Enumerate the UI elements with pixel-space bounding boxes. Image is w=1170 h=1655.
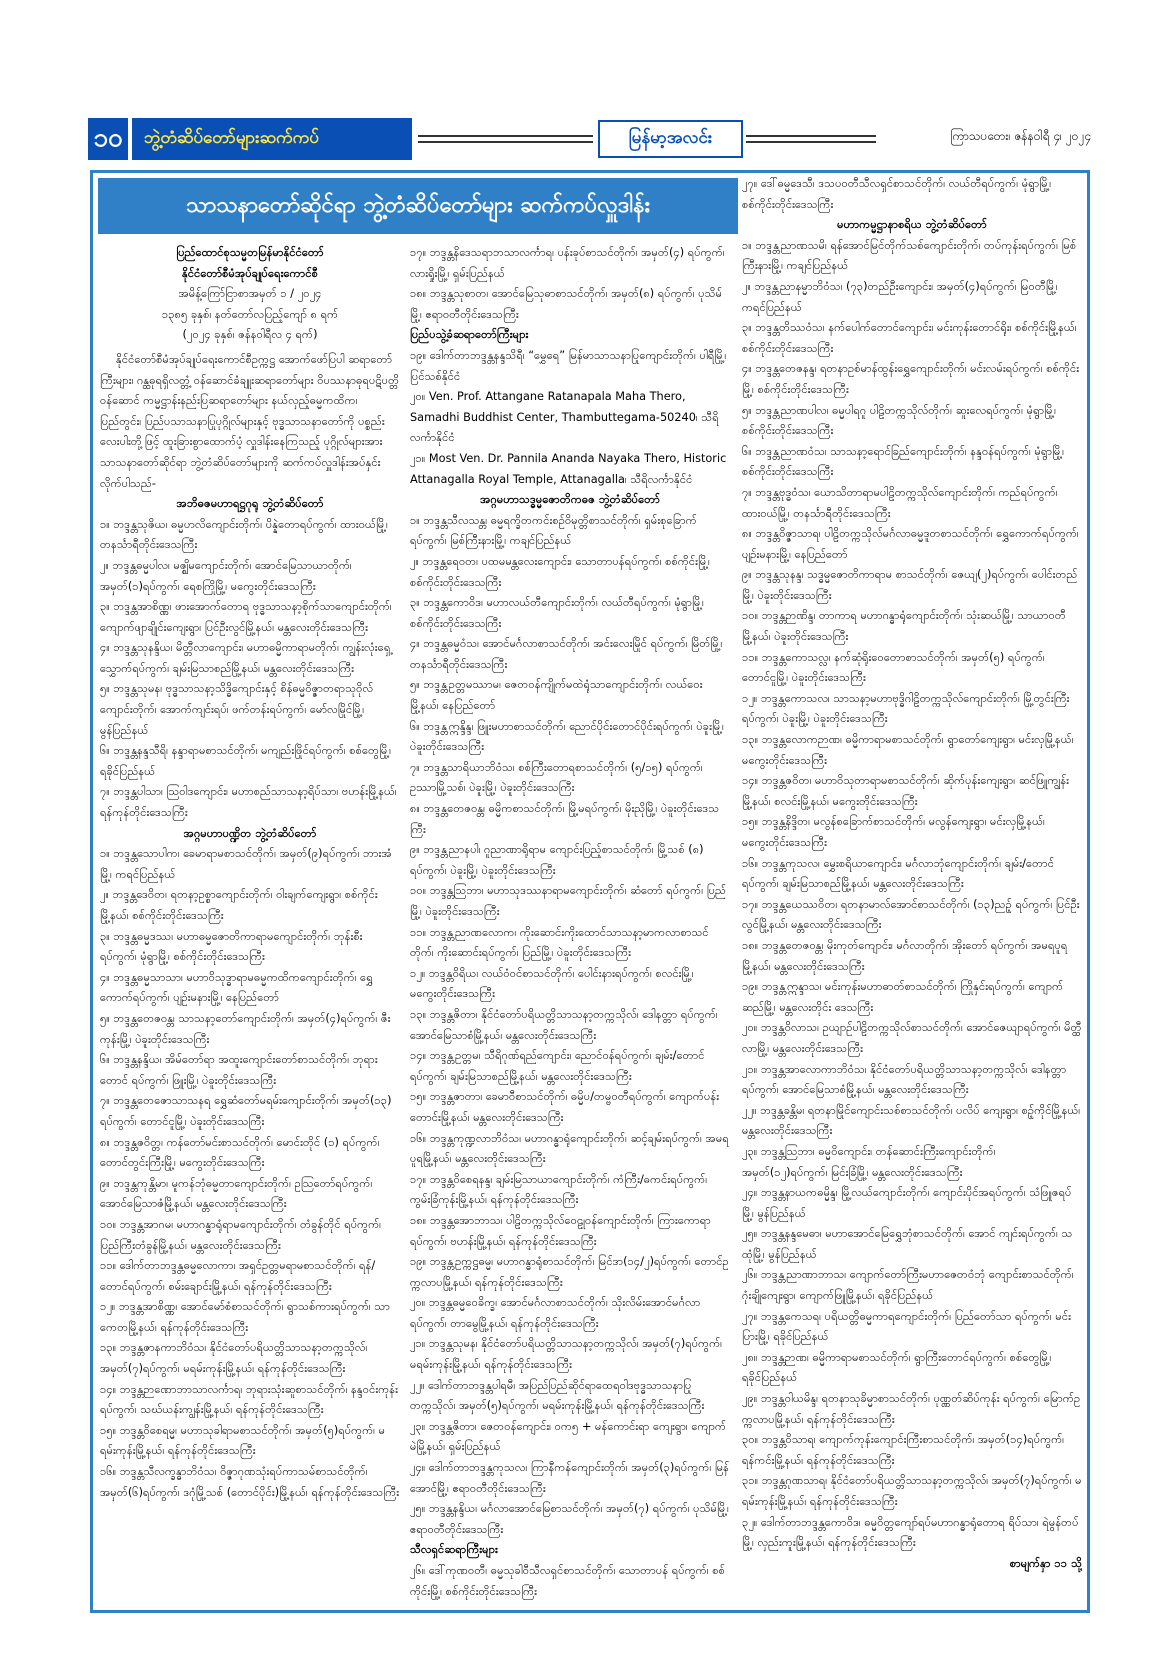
honoree-list (100, 515, 400, 824)
list-item: ၉။ ဘဒ္ဒန္တကုန္တိမာ၊ မူကန်ဘုံဓမ္မတာကျောင်းတိုက်၊ ဥဩတော်ရပ်ကွက်၊ အောင်မြေသာဇံမြို့နယ်၊ မန္တလေးတိုင်းဒေသကြီး (100, 1176, 373, 1211)
list-item: ၆။ ဘဒ္ဒန္တနန္ဒသီရိ၊ နန္ဒာရာမစာသင်တိုက်၊ မကျည်းဖြိုင်ရပ်ကွက်၊ စစ်တွေမြို့၊ ရခိုင်ပြည်နယ် (100, 744, 391, 778)
section-heading: အဂ္ဂမဟာသဒ္ဓမ္မဇောတိကဓဇ ဘွဲ့တံဆိပ်တော် (480, 493, 660, 507)
list-item: ၁၈။ ဘဒ္ဒန္တအောဘာသ၊ ပါဠိတက္ကသိုလ်ဝေဠုဝန်ကျောင်းတိုက်၊ ကြားကောရာရပ်ကွက်၊ ဗဟန်းမြို့နယ်၊ ရန်ကုန်တိုင်းဒေသကြီး (410, 1213, 711, 1248)
list-item: ၂၅။ ဘဒ္ဒန္တနန္ဒိယ၊ မင်္ဂလာအောင်မြေစာသင်တိုက်၊ အမှတ်(၇) ရပ်ကွက်၊ ပုသိမ်မြို့၊ ဧရာဝတီတိုင်းဒေသကြီး (410, 1502, 729, 1536)
list-item: ၂၂။ ဘဒ္ဒန္တခန္တိမ၊ ရတနာမြိုင်ကျောင်းသစ်စာသင်တိုက်၊ ပလိပ် ကျေးရွာ၊ စဉ့်ကိုင်မြို့နယ်၊ မန္တလေးတိုင်းဒေသကြီး (742, 1103, 1081, 1138)
list-item: ၃၁။ ဘဒ္ဒန္တဂုဏသာရ၊ နိုင်ငံတော်ပရိယတ္တိသာသနာ့တက္ကသိုလ်၊ အမှတ်(၇)ရပ်ကွက်၊ မရမ်းကုန်းမြို့နယ်၊ ရန်ကုန်တိုင်းဒေသကြီး (742, 1474, 1082, 1508)
list-item: ၁၆။ ဘဒ္ဒန္တကုသလ၊ မွှေးစရိယာကျောင်း၊ မင်္ဂလာဘုံကျောင်းတိုက်၊ ချမ်း/တောင်ရပ်ကွက်၊ ချမ်းမြသာစည်မြို့နယ်၊ မန္တလေးတိုင်းဒေသကြီး (742, 856, 1055, 891)
list-item: ၁၅။ ဘဒ္ဒန္တဇာတာ၊ ခေမာဝီစာသင်တိုက်၊ ဓမ္မိပ/တမ္ဗဝတီရပ်ကွက်၊ ကျောက်ပန်းတောင်းမြို့နယ်၊ မန္တလေးတိုင်းဒေသကြီး (410, 1090, 720, 1124)
heading-line: ၁၃၈၅ ခုနှစ်၊ နတ်တော်လပြည့်ကျော် ၈ ရက် (161, 307, 339, 321)
list-item: ၄။ ဘဒ္ဒန္တသုနန္ဒိယ၊ မိတ္တီလာကျောင်း၊ မဟာဓမ္မိကာရာမတိုက်၊ ကျွန်းလုံးရှေ့သွှောက်ရပ်ကွက်၊ ချမ်းမြသာစည်မြို့နယ်၊ မန္တလေးတိုင်းဒေသကြီး (100, 641, 391, 675)
list-item: ၃၂။ ဒေါက်တာဘဒ္ဒန္တကောဝိဒ၊ ဓမ္မဝိတ္တကျော်ရပ်မဟာဂန္ဓာရုံတောရ ရိပ်သာ၊ ရဲမွန်တပ်မြို့၊ လှည်းကူးမြို့နယ်၊ ရန်ကုန်တိုင်းဒေသကြီး (742, 1515, 1079, 1550)
heading-line: အမိန့်ကြော်ငြာစာအမှတ် ၁ / ၂၀၂၄ (178, 287, 322, 301)
list-item: ၁။ ဘဒ္ဒန္တသောပါက၊ ခေမာရာမစာသင်တိုက်၊ အမှတ်(၉)ရပ်ကွက်၊ ဘားအံမြို့၊ ကရင်ပြည်နယ် (100, 847, 392, 881)
honoree-list (100, 844, 400, 1503)
list-item: ၁၁။ ဘဒ္ဒန္တညာဏလောက၊ ကိုးဆောင်းကိုးထောင်သာသနာ့မာကလာစာသင်တိုက်၊ ကိုးဆောင်းရပ်ကွက်၊ ပြည်မြို့၊ ပဲခူးတိုင်းဒေသကြီး (410, 925, 709, 960)
list-item: ၇။ ဘဒ္ဒန္တသာရိယာဘိဝံသ၊ စစ်ကြီးတောရစာသင်တိုက်၊ (၅/၁၅) ရပ်ကွက်၊ ဥဿာမြို့သစ်၊ ပဲခူးမြို့၊ ပဲခူးတိုင်းဒေသကြီး (410, 760, 703, 795)
list-item: ၂၁။ ဘဒ္ဒန္တသုမန၊ နိုင်ငံတော်ပရိယတ္တိသာသနာ့တက္ကသိုလ်၊ အမှတ်(၇)ရပ်ကွက်၊ မရမ်းကုန်းမြို့နယ်၊ ရန်ကုန်တိုင်းဒေသကြီး (410, 1337, 723, 1372)
list-item: ၆။ ဘဒ္ဒန္တညာဏဝံသ၊ သာသနာ့ရောင်ခြည်ကျောင်းတိုက်၊ နန္ဒဝန်ရပ်ကွက်၊ မုံရွာမြို့၊ စစ်ကိုင်းတိုင်းဒေသကြီး (742, 444, 1065, 479)
list-item: ၁၅။ ဘဒ္ဒန္တနိဒ္ဒိတ၊ မလွန်စခြောက်စာသင်တိုက်၊ မလွန်ကျေးရွာ၊ မင်းလှမြို့နယ်၊ မကွေးတိုင်းဒေသကြီး (742, 815, 1045, 849)
section-heading: ပြည်ပသွဲ့ခံဆရာတော်ကြီးများ (410, 328, 529, 342)
list-item: ၇။ ဘဒ္ဒန္တပါသာ၊ သြဝါဒကျောင်း၊ မဟာစည်သာသနာ့ရိပ်သာ၊ ဗဟန်းမြို့နယ်၊ ရန်ကုန်တိုင်းဒေသကြီး (100, 785, 397, 820)
continued-notice: စာမျက်နှာ ၁၁ သို့ (1009, 1556, 1082, 1570)
list-item: ၁၈။ ဘဒ္ဒန္တတေဇဝန္တ၊ မိုးကုတ်ကျောင်း၊ မင်္ဂလာတိုက်၊ အိုးတော် ရပ်ကွက်၊ အမရပူရမြို့နယ်၊ မန္တလေးတိုင်းဒေသကြီး (742, 938, 1068, 973)
list-item: ၂၈။ ဘဒ္ဒန္တဉာဏ၊ ဓမ္မိကာရာမစာသင်တိုက်၊ ရွာကြီးတောင်ရပ်ကွက်၊ စစ်တွေမြို့၊ ရခိုင်ပြည်နယ် (742, 1350, 1052, 1385)
list-item: ၁၆။ ဘဒ္ဒန္တကုဏ္ဍလာဘိဝံသ၊ မဟာဂန္ဓာရုံကျောင်းတိုက်၊ ဆင့်ချမ်းရပ်ကွက်၊ အမရပူရမြို့နယ်၊ မန္တလေးတိုင်းဒေသကြီး (410, 1131, 729, 1166)
list-item: ၁၃။ ဘဒ္ဒန္တလောကဉာဏ၊ ဓမ္မိကာရာမစာသင်တိုက်၊ ရွာတော်ကျေးရွာ၊ မင်းလှမြို့နယ်၊ မကွေးတိုင်းဒေသကြီး (742, 733, 1074, 767)
list-item: ၁၀။ ဘဒ္ဒန္တသြဘာ၊ မဟာသုဒဿနာရာမကျောင်းတိုက်၊ ဆံတော် ရပ်ကွက်၊ ပြည်မြို့၊ ပဲခူးတိုင်းဒေသကြီး (410, 884, 726, 918)
list-item: ၂၃။ ဘဒ္ဒန္တသြဘာ၊ ဓမ္မဝိကျောင်း၊ တန်ဆောင်းကြီးကျောင်းတိုက်၊ အမှတ်(၁၂)ရပ်ကွက်၊ မြင်းခြံမြို့၊ မန္တလေးတိုင်းဒေသကြီး (742, 1144, 996, 1179)
list-item: ၂၀။ Ven. Prof. Attangane Ratanapala Maha Thero, Samadhi Buddhist Center, Thambuttegama-50240၊ သီရိလင်္ကာနိုင်ငံ (410, 390, 719, 445)
list-item: ၂၂။ ဒေါက်တာဘဒ္ဒန္တပါရမီ၊ အပြည်ပြည်ဆိုင်ရာထေရဝါဒဗုဒ္ဓသာသနာပြုတက္ကသိုလ်၊ အမှတ်(၅)ရပ်ကွက်၊ မရမ်းကုန်းမြို့နယ်၊ ရန်ကုန်တိုင်းဒေသကြီး (410, 1378, 705, 1413)
list-item: ၁၃။ ဘဒ္ဒန္တဇိတာ၊ နိုင်ငံတော်ပရိယတ္တိသာသနာ့တက္ကသိုလ်၊ ဒေါနတ္တာ ရပ်ကွက်၊ အောင်မြေသာစံမြို့နယ်၊ မန္တလေးတိုင်းဒေသကြီး (410, 1007, 718, 1042)
list-item: ၄။ ဘဒ္ဒန္တဓမ္မသာသာ၊ မဟာဝိသုဒ္ဓာရာမဓမ္မကထိကကျောင်းတိုက်၊ ရွှေကောက်ရပ်ကွက်၊ ပျဉ်းမနားမြို့၊ နေပြည်တော် (100, 970, 373, 1005)
list-item: ၈။ ဘဒ္ဒန္တဇဝိတ္တ၊ ကန်တော်မင်းစာသင်တိုက်၊ မောင်းတိုင် (၁) ရပ်ကွက်၊ တောင်တွင်းကြီးမြို့၊ မကွေးတိုင်းဒေသကြီး (100, 1135, 380, 1170)
list-item: ၁။ ဘဒ္ဒန္တသီလသန္တ၊ ဓမ္မရက္ခိတကင်းစဉ်ဝိမုတ္တိစာသင်တိုက်၊ ရှမ်းစုခြောက် ရပ်ကွက်၊ မြစ်ကြီးနားမြို့၊ ကချင်ပြည်နယ် (410, 513, 697, 548)
list-item: ၂၇။ ဘဒ္ဒန္တကေသရ၊ ပရိယတ္တိဓမ္မကာရကျောင်းတိုက်၊ ပြည်တော်သာ ရပ်ကွက်၊ မင်းပြားမြို့၊ ရခိုင်ပြည်နယ် (742, 1309, 1071, 1344)
intro-paragraph: နိုင်ငံတော်စီမံအုပ်ချုပ်ရေးကောင်စီဥက္ကဋ္ဌ အောက်ဖော်ပြပါ ဆရာတော်ကြီးများ၊ ဂန္ထဓုရရှိလတ္တံ့ ဝန်ဆောင်ခံချူးဆရာတော်များ ဝိပဿနာဓုရပဋိပတ္တိဝန်ဆောင် ကမ္မဋ္ဌာန်းနည်းပြဆရာတော်များ နယ်လှည့်ဓမ္မကထိက၊ ပြည်တွင်း၊ ပြည်ပသာသနာပြုပုဂ္ဂိုလ်များနှင့် ဗုဒ္ဓသာသနာတော်ကို ပစ္စည်းလေးပါးတို့ဖြင့် ထူးခြားစွာထောက်ပံ့ လှူဒါန်းနေကြသည့် ပုဂ္ဂိုလ်များအား သာသနာတော်ဆိုင်ရာ ဘွဲ့တံဆိပ်တော်များကို ဆက်ကပ်လှူဒါန်းအပ်နှင်းလိုက်ပါသည်- (100, 352, 400, 490)
list-item: ၁၆။ ဘဒ္ဒန္တသီလက္ခန္ဓာဘိဝံသ၊ ဝိဇ္ဇာဂုဏသုံးရပ်ကာသမ်စာသင်တိုက်၊ အမှတ်(၆)ရပ်ကွက်၊ ဒဂုံမြို့သစ် (တောင်ပိုင်း)မြို့နယ်၊ ရန်ကုန်တိုင်းဒေသကြီး (100, 1465, 400, 1499)
list-item: ၁။ ဘဒ္ဒန္တညာဏသမိ၊ ရန်အောင်မြင်တိုက်သစ်ကျောင်းတိုက်၊ တပ်ကုန်းရပ်ကွက်၊ မြစ်ကြီးနားမြို့၊ ကချင်ပြည်နယ် (742, 238, 1077, 273)
list-item: ၂၃။ ဘဒ္ဒန္တဇိတာ၊ ဇေတဝန်ကျောင်း၊ ဝက၅ + မန်ကောင်းရာ ကျေးရွာ၊ ကျောက်မဲမြို့နယ်၊ ရှမ်းပြည်နယ် (410, 1419, 727, 1454)
list-item: ၅။ ဘဒ္ဒန္တဥတ္တမဿာမ၊ ဇေတဝန်ကျိုက်မထဲရုံသာကျောင်းတိုက်၊ လယ်ဝေးမြို့နယ်၊ နေပြည်တော် (410, 678, 703, 713)
column-1 (100, 243, 400, 1603)
list-item: ၃။ ဘဒ္ဒန္တကောဝိဒ၊ မဟာလယ်တီကျောင်းတိုက်၊ လယ်တီရပ်ကွက်၊ မုံရွာမြို့၊ စစ်ကိုင်းတိုင်းဒေသကြီး (410, 596, 704, 630)
heading-line: ပြည်ထောင်စုသမ္မတမြန်မာနိုင်ငံတော် (176, 246, 324, 259)
list-item: ၁၇။ ဘဒ္ဒန္တဝိစေရနန္ဒ၊ ချမ်းမြသာယာကျောင်းတိုက်၊ ကံကြီး/ဓကင်းရပ်ကွက်၊ ကွမ်းခြံကုန်းမြို့နယ်၊ ရန်ကုန်တိုင်းဒေသကြီး (410, 1172, 708, 1207)
list-item: ၅။ ဘဒ္ဒန္တညာဏပါလ၊ ဓမ္မပါရဂူ ပါဠိတက္ကသိုလ်တိုက်၊ ဆူးလေရပ်ကွက်၊ မုံရွာမြို့၊ စစ်ကိုင်းတိုင်းဒေသကြီး (742, 403, 1057, 438)
list-item: ၄။ ဘဒ္ဒန္တတေဇနန္ဒ၊ ရတနာဥစ်မာန်ထွန်းရွှေကျောင်းတိုက်၊ မင်းလမ်းရပ်ကွက်၊ စစ်ကိုင်းမြို့၊ စစ်ကိုင်းတိုင်းဒေသကြီး (742, 362, 1080, 396)
list-item: ၂။ ဘဒ္ဒန္တဓမ္မပါလ၊ မဇ္ဈိမကျောင်းတိုက်၊ အောင်မြေသာယာတိုက်၊ အမှတ်(၁)ရပ်ကွက်၊ ရေစကြိုမြို့၊ မကွေးတိုင်းဒေသကြီး (100, 558, 352, 593)
list-item: ၁၄။ ဘဒ္ဒန္တဥတ္တမ၊ သီရိဂုဏ်ရည်ကျောင်း၊ ညောင်ဝန်ရပ်ကွက်၊ ချမ်း/တောင်ရပ်ကွက်၊ ချမ်းမြသာစည်မြို့နယ်၊ မန္တလေးတိုင်းဒေသကြီး (410, 1049, 705, 1083)
list-item: ၃။ ဘဒ္ဒန္တတိဿဝံသ၊ နက်ပေါက်တောင်ကျောင်း၊ မင်းကုန်းတောင်ရိုး၊ စစ်ကိုင်းမြို့နယ်၊ စစ်ကိုင်းတိုင်းဒေသကြီး (742, 321, 1077, 355)
section-heading: အဘိဓဇမဟာရဋ္ဌဂုရု ဘွဲ့တံဆိပ်တော် (176, 497, 324, 511)
list-item: ၆။ ဘဒ္ဒန္တဣန္ဒိန္ဒ၊ ဖြူးမဟာစာသင်တိုက်၊ ညောင်ပိုင်းတောင်ပိုင်းရပ်ကွက်၊ ပဲခူးမြို့၊ ပဲခူးတိုင်းဒေသကြီး (410, 719, 724, 754)
list-item: ၁၉။ ဘဒ္ဒန္တဣန္ဒာသ၊ မင်းကုန်းမဟာဓာတ်စာသင်တိုက်၊ ကြိုနှင်းရပ်ကွက်၊ ကျောက်ဆည်မြို့၊ မန္တလေးတိုင်း ဒေသကြီး (742, 980, 1064, 1014)
list-item: ၁၉။ ဘဒ္ဒန္တဥက္ကဋ္ဌဓမ္မ၊ မဟာဂန္ဓာရုံစာသင်တိုက်၊ မြင်ဒာ(၁၄/၂)ရပ်ကွက်၊ တောင်ဥက္ကလာပမြို့နယ်၊ ရန်ကုန်တိုင်းဒေသကြီး (410, 1255, 729, 1289)
issue-date: ကြာသပတေး၊ ဇန်နဝါရီ ၄၊ ၂၀၂၄ (950, 129, 1091, 143)
list-item: ၈။ ဘဒ္ဒန္တဝိဇ္ဇာသာရ၊ ပါဠိတက္ကသိုလ်မင်္ဂလာဓမ္မဒူတစာသင်တိုက်၊ ရွှေကောက်ရပ်ကွက်၊ ပျဉ်းမနားမြို့၊ နေပြည်တော် (742, 527, 1079, 561)
list-item: ၂၅။ ဘဒ္ဒန္တနန္ဒမေဓာ၊ မဟာအောင်မြေရွှေဘုံစာသင်တိုက်၊ အောင် ကျင်းရပ်ကွက်၊ သထုံမြို့၊ မွန်ပြည်နယ် (742, 1227, 1073, 1261)
list-item: ၈။ ဘဒ္ဒန္တတေဇဝန္တ၊ ဓမ္မိကစာသင်တိုက်၊ မြို့မရပ်ကွက်၊ မိုးညိုမြို့၊ ပဲခူးတိုင်းဒေသကြီး (410, 802, 720, 836)
column-3 (742, 174, 1082, 1604)
list-item: ၂၁။ ဘဒ္ဒန္တအာလောကာဘိဝံသ၊ နိုင်ငံတော်ပရိယတ္တိသာသနာ့တက္ကသိုလ်၊ ဒေါနတ္တာရပ်ကွက်၊ အောင်မြေသာစံမြို့နယ်၊ မန္တလေးတိုင်းဒေသကြီး (742, 1062, 1067, 1097)
list-item: ၂။ ဘဒ္ဒန္တညာနမ္မာဘိဝံသ၊ (၇၃)တည်ဦးကျောင်း၊ အမှတ်(၄)ရပ်ကွက်၊ မြဝတီမြို့၊ ကရင်ပြည်နယ် (742, 279, 1058, 314)
page-number: ၁၀ (88, 118, 128, 160)
list-item: ၂၄။ ဘဒ္ဒန္တနာယကဓမ္မိန္ဒ၊ မြို့လယ်ကျောင်းတိုက်၊ ကျောင်းပိုင်အရပ်ကွက်၊ သံဖြူဇရပ်မြို့၊ မွန်ပြည်နယ် (742, 1186, 1072, 1220)
list-item: ၁၅။ ဘဒ္ဒန္တဝိစေရမ္မ၊ မဟာသုခါရာမစာသင်တိုက်၊ အမှတ်(၅)ရပ်ကွက်၊ မရမ်းကုန်းမြို့နယ်၊ ရန်ကုန်တိုင်းဒေသကြီး (100, 1423, 386, 1458)
list-item: ၉။ ဘဒ္ဒန္တသုနန္ဒ၊ သဒ္ဓမ္မဇောတိကာရာမ စာသင်တိုက်၊ ဇေယျ(၂)ရပ်ကွက်၊ ပေါင်းတည်မြို့၊ ပဲခူးတိုင်းဒေသကြီး (742, 568, 1078, 602)
section-title: ဘွဲ့တံဆိပ်တော်များဆက်ကပ် (132, 118, 412, 160)
list-item: ၂၀။ ဘဒ္ဒန္တဝိလာသ၊ ဥယျာဉ်ပါဠိတက္ကသိုလ်စာသင်တိုက်၊ အောင်ဇေယျာရပ်ကွက်၊ မိတ္ထီလာမြို့၊ မန္တလေးတိုင်းဒေသကြီး (742, 1021, 1082, 1055)
list-item: ၁၂။ ဘဒ္ဒန္တအာစိဏ္ဏ၊ အောင်မော်စံစာသင်တိုက်၊ ရွာသစ်ကားရပ်ကွက်၊ သာကေတမြို့နယ်၊ ရန်ကုန်တိုင်းဒေသကြီး (100, 1300, 390, 1334)
list-item: ၂။ ဘဒ္ဒန္တရေဝတ၊ ပထမမန္တလေးကျောင်း၊ သောတာပန်ရပ်ကွက်၊ စစ်ကိုင်းမြို့၊ စစ်ကိုင်းတိုင်းဒေသကြီး (410, 554, 710, 589)
list-item: ၂။ ဘဒ္ဒန္တဒေဝိတ၊ ရတနာ့ဥစ္စာကျောင်းတိုက်၊ ဝါးချက်ကျေးရွာ၊ စစ်ကိုင်းမြို့နယ်၊ စစ်ကိုင်းတိုင်းဒေသကြီး (100, 888, 378, 922)
list-item: ၆။ ဘဒ္ဒန္တနန္ဒိယ၊ အိမ်တော်ရာ အထူးကျောင်းတော်စာသင်တိုက်၊ ဘုရားတောင် ရပ်ကွက်၊ ဖြူးမြို့၊ ပဲခူးတိုင်းဒေသကြီး (100, 1053, 378, 1087)
list-item: ၂၆။ ဘဒ္ဒန္တညာဏာဘာသ၊ ကျောက်တော်ကြီးမဟာဇေတဝံဘုံ ကျောင်းစာသင်တိုက်၊ ဂုံးချိုကျေးရွာ၊ ကျောက်ဖြူမြို့နယ်၊ ရခိုင်ပြည်နယ် (742, 1268, 1074, 1303)
list-item: ၁၄။ ဘဒ္ဒန္တဇဝိတ၊ မဟာဝိသုတာရာမစာသင်တိုက်၊ ဆိုက်ပုန်းကျေးရွာ၊ ဆင်ဖြူကျွန်းမြို့နယ်၊ စလင်းမြို့နယ်၊ မကွေးတိုင်းဒေသကြီး (742, 774, 1070, 808)
list-item: ၂၁။ Most Ven. Dr. Pannila Ananda Nayaka Thero, Historic Attanagalla Royal Temple, Attanagalla၊ သီရိလင်္ကာနိုင်ငံ (410, 451, 727, 486)
list-item: ၁၄။ ဘဒ္ဒန္တဉာဏောဘာသာလင်္ကာရ၊ ဘုရားသုံးဆူစာသင်တိုက်၊ နန္ဒဝင်းကုန်းရပ်ကွက်၊ သဃ်ယန်းကျွန်းမြို့နယ်၊ ရန်ကုန်တိုင်းဒေသကြီး (100, 1382, 398, 1417)
list-item: ၁၀။ ဘဒ္ဒန္တအာဂမ၊ မဟာဂန္ဓာရုံရာမကျောင်းတိုက်၊ တံခွန်တိုင် ရပ်ကွက်၊ ပြည်ကြီးတံခွန်မြို့နယ်၊ မန္တလေးတိုင်းဒေသကြီး (100, 1217, 382, 1252)
column-2 (410, 243, 730, 1603)
list-item: ၁၇။ ဘဒ္ဒန္တယေဿဝိတ၊ ရတနာမာလ်အောင်စာသင်တိုက်၊ (၁၃)ညဉ့် ရပ်ကွက်၊ ပြင်ဦးလွင်မြို့နယ်၊ မန္တလေးတိုင်းဒေသကြီး (742, 897, 1080, 932)
list-item: ၄။ ဘဒ္ဒန္တဓမ္မဝံသ၊ အောင်မင်္ဂလာစာသင်တိုက်၊ အင်းလေးမြိုင် ရပ်ကွက်၊ မြိတ်မြို့၊ တနင်္သာရီတိုင်းဒေသကြီး (410, 637, 723, 671)
list-item: ၃၀။ ဘဒ္ဒန္တဝိသာရ၊ ကျောက်ကုန်းကျောင်းကြီးစာသင်တိုက်၊ အမှတ်(၁၄)ရပ်ကွက်၊ ရန်ကင်းမြို့နယ်၊ ရန်ကုန်တိုင်းဒေသကြီး (742, 1433, 1065, 1467)
list-item: ၁၁။ ဒေါက်တာဘဒ္ဒန္တဓမ္မလောကာ၊ အရှင်ဥတ္တမရာမစာသင်တိုက်၊ ရန်/တောင်ရပ်ကွက်၊ စမ်းချောင်းမြို့နယ်၊ ရန်ကုန်တိုင်းဒေသကြီး (100, 1259, 376, 1293)
list-item: ၂၆။ ဒေါ်ကုဏဝတီ၊ ဓမ္မသုခါဝီသီလရှင်စာသင်တိုက်၊ သောတာပန် ရပ်ကွက်၊ စစ်ကိုင်းမြို့၊ စစ်ကိုင်းတိုင်းဒေသကြီး (410, 1564, 725, 1598)
list-item: ၉။ ဘဒ္ဒန္တညာနပါ၊ ဂူညာဏာရိုရာမ ကျောင်းပြည့်စာသင်တိုက်၊ မြို့သစ် (၈) ရပ်ကွက်၊ ပဲခူးမြို့၊ ပဲခူးတိုင်းဒေသကြီး (410, 843, 704, 877)
list-item: ၂၄။ ဒေါက်တာဘဒ္ဒန္တကုသလ၊ ကြာနီကန်ကျောင်းတိုက်၊ အမှတ်(၃)ရပ်ကွက်၊ မြန်အောင်မြို့၊ ဧရာဝတီတိုင်းဒေသကြီး (410, 1461, 730, 1495)
list-item: ၁၁။ ဘဒ္ဒန္တကောသလ္လ၊ နက်ဆုံရိုးဝေတောစာသင်တိုက်၊ အမှတ်(၅) ရပ်ကွက်၊ တောင်ငူမြို့၊ ပဲခူးတိုင်းဒေသကြီး (742, 650, 1045, 685)
list-item: ၇။ ဘဒ္ဒန္တဗုဒ္ဓဝံသ၊ ယောသိတာရာမပါဠိတက္ကသိုလ်ကျောင်းတိုက်၊ ကည်ရပ်ကွက်၊ ထားဝယ်မြို့၊ တနင်္သာရီတိုင်းဒေသကြီး (742, 485, 1058, 520)
list-item: ၂၀။ ဘဒ္ဒန္တဓမ္မဝေခိက္ခ၊ အောင်မင်္ဂလာစာသင်တိုက်၊ သိုးလိမ်းအောင်မင်္ဂလာရပ်ကွက်၊ တာမွေမြို့နယ်၊ ရန်ကုန်တိုင်းဒေသကြီး (410, 1296, 701, 1330)
section-heading: အဂ္ဂမဟာပဏ္ဍိတ ဘွဲ့တံဆိပ်တော် (183, 826, 317, 840)
list-item: ၅။ ဘဒ္ဒန္တတေဇဝန္တ၊ သာသနာ့တော်ကျောင်းတိုက်၊ အမှတ်(၄)ရပ်ကွက်၊ ဇီးကုန်းမြို့၊ ပဲခူးတိုင်းဒေသကြီး (100, 1011, 391, 1046)
heading-line: နိုင်ငံတော်စီမံအုပ်ချုပ်ရေးကောင်စီ (182, 266, 318, 280)
article-title: သာသနာတော်ဆိုင်ရာ ဘွဲ့တံဆိပ်တော်များ ဆက်ကပ်လှူဒါန်း (98, 178, 738, 234)
list-item: ၁၀။ ဘဒ္ဒန္တဉာဏိန္ဒ၊ တာကာရ မဟာဂန္ဓာရုံကျောင်းတိုက်၊ သုံးဆယ်မြို့၊ သာယာဝတီမြို့နယ်၊ ပဲခူးတိုင်းဒေသကြီး (742, 609, 1066, 644)
list-item: ၂၉။ ဘဒ္ဒန္တဝါယမိန္ဒ၊ ရတနာသုခိမ္မာစာသင်တိုက်၊ ပုဏ္ဏတ်ဆိပ်ကုန်း ရပ်ကွက်၊ မြောက်ဥက္ကလာပမြို့နယ်၊ ရန်ကုန်တိုင်းဒေသကြီး (742, 1392, 1081, 1426)
list-item: ၁၈။ ဘဒ္ဒန္တသုစာတ၊ အောင်မြေသုဓာစာသင်တိုက်၊ အမှတ်(၈) ရပ်ကွက်၊ ပုသိမ်မြို့၊ ဧရာဝတီတိုင်းဒေသကြီး (410, 287, 723, 321)
list-item: ၁၂။ ဘဒ္ဒန္တကောသလ၊ သာသနာ့မဟာဗုဒ္ဓိဂါဠိတက္ကသိုလ်ကျောင်းတိုက်၊ မြို့တွင်းကြီးရပ်ကွက်၊ ပဲခူးမြို့၊ ပဲခူးတိုင်းဒေသကြီး (742, 691, 1070, 726)
list-item: ၁၇။ ဘဒ္ဒန္တနိဒေသရာဘသာလင်္ကာရ၊ ပန်းခုပ်စာသင်တိုက်၊ အမှတ်(၄) ရပ်ကွက်၊ လားရှိုးမြို့၊ ရှမ်းပြည်နယ် (410, 246, 725, 280)
heading-line: (၂၀၂၄ ခုနှစ်၊ ဇန်နဝါရီလ ၄ ရက်) (182, 328, 318, 342)
list-item: ၃။ ဘဒ္ဒန္တအာစိဏ္ဏ၊ ဖားအောက်တောရ ဗုဒ္ဓသာသနာ့စိုက်သာကျောင်းတိုက်၊ ကျောက်ဖျာချိုင်းကျေးရွာ၊ ပြင်ဦးလွင်မြို့နယ်၊ မန္တလေးတိုင်းဒေသကြီး (100, 600, 392, 634)
list-item: ၅။ ဘဒ္ဒန္တသုမန၊ ဗုဒ္ဓသာသနာ့သိဒ္ဓိကျောင်းနှင့် စိန်ဓမ္မ၀ိဇ္ဇာတရာသုဝိုလ်ကျောင်းတိုက်၊ အောက်ကျင်းရပ်၊ ဖက်တန်းရပ်ကွက်၊ မော်လမြိုင်မြို့၊ မွန်ပြည်နယ် (100, 682, 374, 737)
list-item: ၂၇။ ဒေါ်ဓမ္မဒေသီ၊ ဒသပဝတီသီလရှင်စာသင်တိုက်၊ လယ်တီရပ်ကွက်၊ မုံရွာမြို့၊ စစ်ကိုင်းတိုင်းဒေသကြီး (742, 177, 1052, 211)
list-item: ၃။ ဘဒ္ဒန္တဓမ္မဒဿ၊ မဟာဓမ္မဇောတိကာရာမကျောင်းတိုက်၊ ဘုန်းစီး ရပ်ကွက်၊ မုံရွာမြို့၊ စစ်ကိုင်းတိုင်းဒေသကြီး (100, 929, 363, 964)
list-item: ၁၉။ ဒေါက်တာဘဒ္ဒန္တနန္ဒသိရီ၊ “မွှေရေ” မြန်မာသာသနာပြုကျောင်းတိုက်၊ ပါရီမြို့၊ ပြင်သစ်နိုင်ငံ (410, 348, 727, 383)
page-header (88, 118, 1091, 164)
list-item: ၇။ ဘဒ္ဒန္တတေဇောသာသနရ ရွှေဆံတော်မရမ်းကျောင်းတိုက်၊ အမှတ်(၁၃) ရပ်ကွက်၊ တောင်ငူမြို့၊ ပဲခူးတိုင်းဒေသကြီး (100, 1094, 392, 1128)
section-heading: သီလရှင်ဆရာကြီးများ (410, 1543, 498, 1557)
header-rule-left (418, 135, 593, 143)
list-item: ၁၂။ ဘဒ္ဒန္တဝိရိယ၊ လယ်ဝံဝင်စာသင်တိုက်၊ ပေါင်းနားရပ်ကွက်၊ စလင်းမြို့၊ မကွေးတိုင်းဒေသကြီး (410, 966, 694, 1001)
list-item: ၁။ ဘဒ္ဒန္တသုဇိယ၊ ဓမ္မပာလိကျောင်းတိုက်၊ ပိန္နဲတောရပ်ကွက်၊ ထားဝယ်မြို့၊ တနင်္သာရီတိုင်းဒေသကြီး (100, 517, 388, 552)
newspaper-name: မြန်မာ့အလင်း (598, 120, 743, 158)
list-item: ၁၃။ ဘဒ္ဒန္တဇာနကာဘိဝံသ၊ နိုင်ငံတော်ပရိယတ္တိသာသနာ့တက္ကသိုလ်၊ အမှတ်(၇)ရပ်ကွက်၊ မရမ်းကုန်းမြို့နယ်၊ ရန်ကုန်တိုင်းဒေသကြီး (100, 1341, 368, 1376)
section-heading: မဟာကမ္မဋ္ဌာနာစရိယ ဘွဲ့တံဆိပ်တော် (837, 218, 987, 232)
header-rule-right (746, 135, 876, 143)
